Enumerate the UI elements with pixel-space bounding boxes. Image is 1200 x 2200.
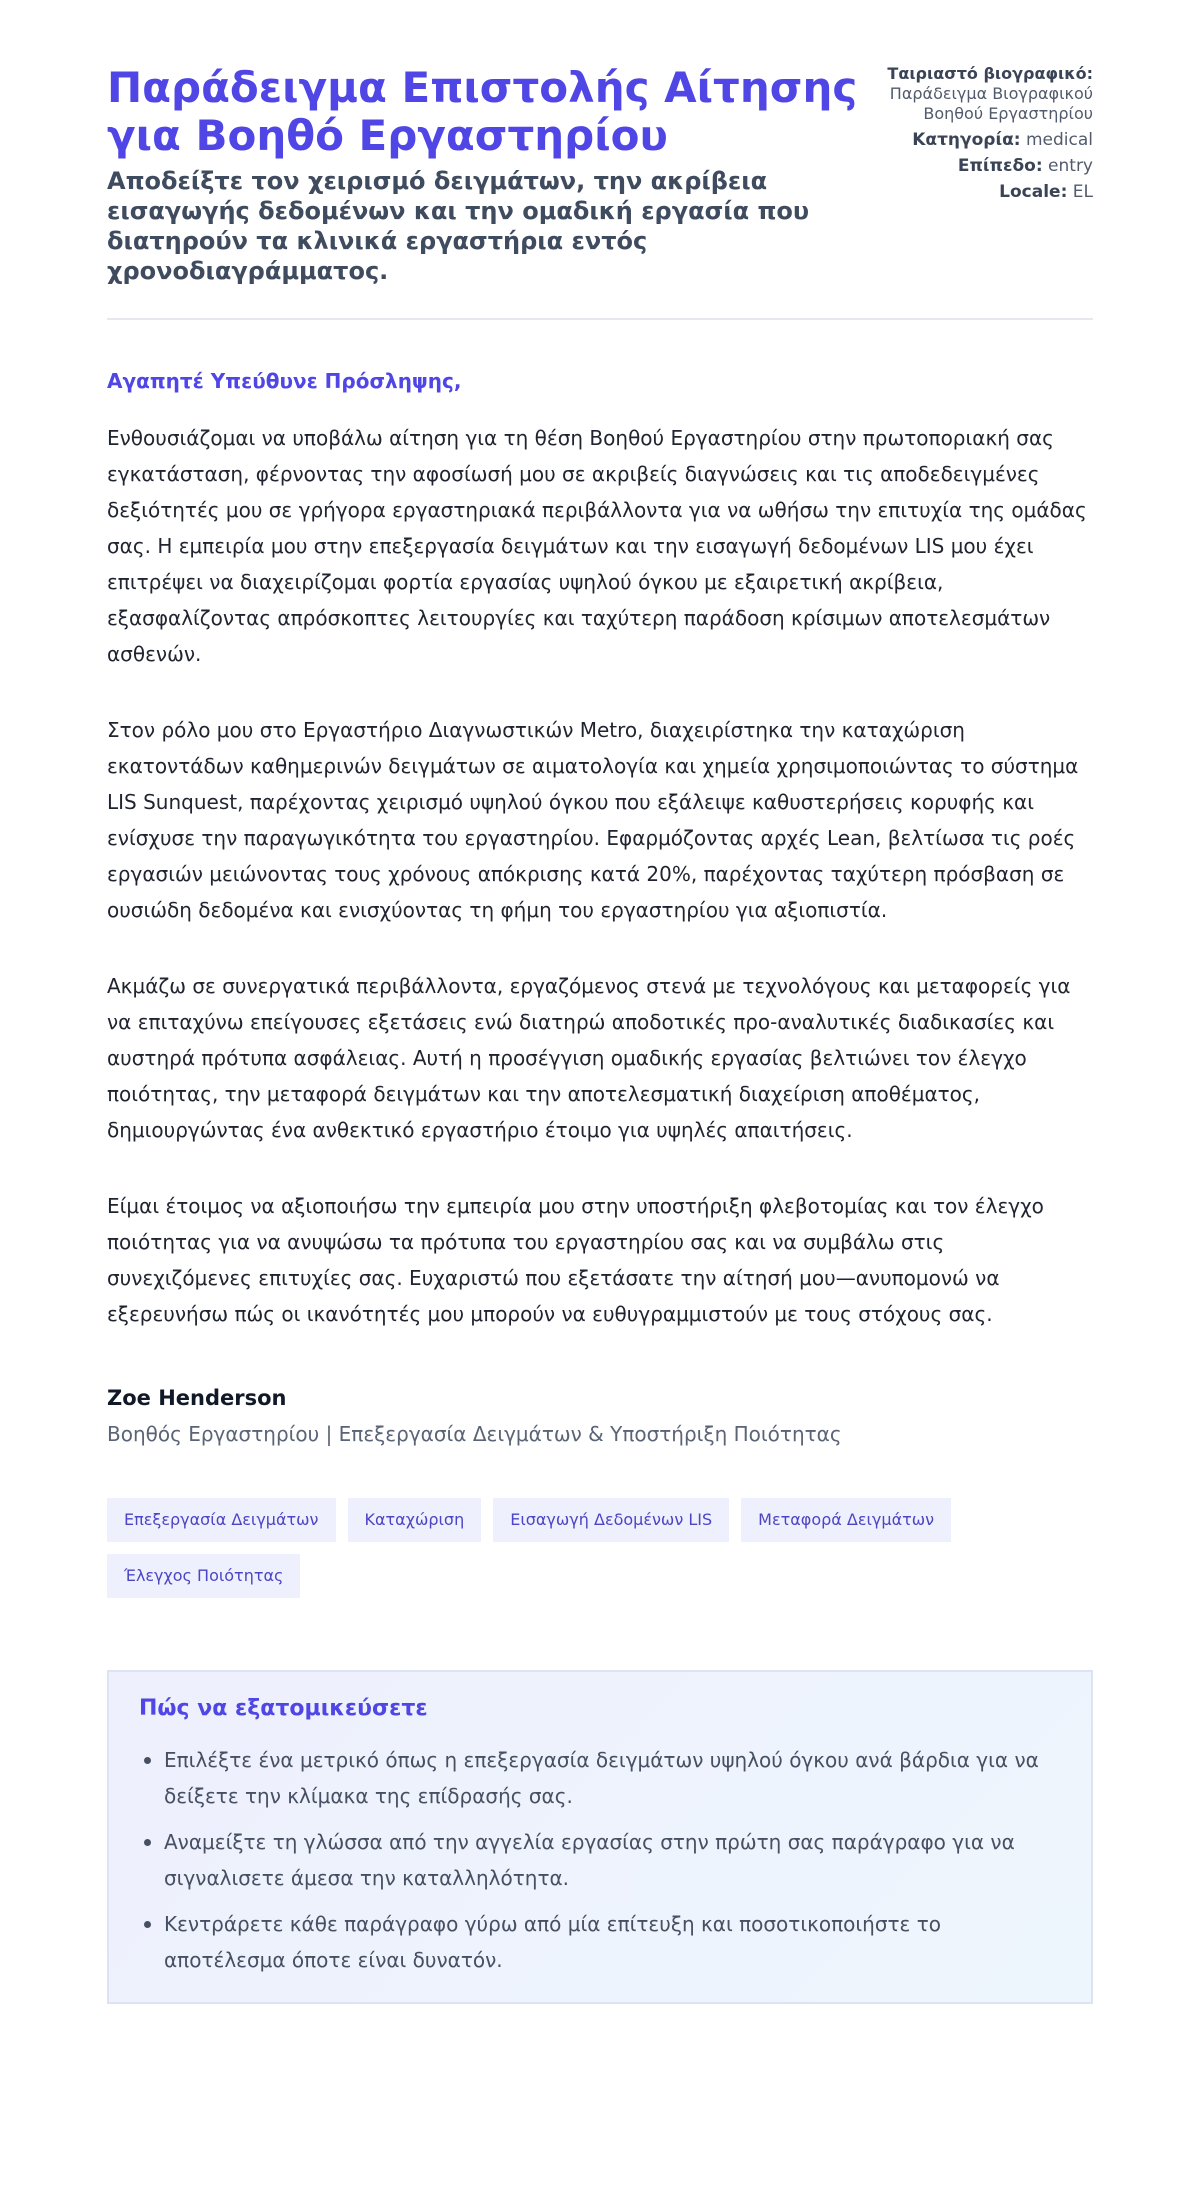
signature-name: Zoe Henderson [107,1386,287,1410]
signature-role: Βοηθός Εργαστηρίου | Επεξεργασία Δειγμάτων & Υποστήριξη Ποιότητας [107,1422,842,1446]
list-item [164,1824,1061,1896]
letter-paragraph-2: Στον ρόλο μου στο Εργαστήριο Διαγνωστικών Metro, διαχειρίστηκα την καταχώριση εκατοντάδων καθημερινών δειγμάτων σε αιματολογία και χημεία χρησιμοποιώντας το σύστημα LIS Sunquest, παρέχοντας χειρισμό υψηλού όγκου που εξάλειψε καθυστερήσεις κορυφής και ενίσχυσε την παραγωγικότητα του εργαστηρίου. Εφαρμόζοντας αρχές Lean, βελτίωσα τις ροές εργασιών μειώνοντας τους χρόνους απόκρισης κατά 20%, παρέχοντας ταχύτερη πρόσβαση σε ουσιώδη δεδομένα και ενισχύοντας τη φήμη του εργαστηρίου για αξιοπιστία. [107,718,1079,922]
meta-level-label: Επίπεδο: [957,156,1043,176]
bullet-icon [144,1921,151,1928]
skill-tags [107,1498,1037,1598]
salutation: Αγαπητέ Υπεύθυνε Πρόσληψης, [107,369,462,393]
tip-text: Αναμείξτε τη γλώσσα από την αγγελία εργασίας στην πρώτη σας παράγραφο για να σιγναλισετε άμεσα την καταλληλότητα. [164,1830,1015,1890]
meta-category-value: medical [1025,130,1093,150]
page-subtitle: Αποδείξτε τον χειρισμό δειγμάτων, την ακρίβεια εισαγωγής δεδομένων και την ομαδική εργασία που διατηρούν τα κλινικά εργαστήρια εντός χρονοδιαγράμματος. [107,167,810,285]
page-header [107,64,1093,320]
skill-tag: Έλεγχος Ποιότητας [107,1554,300,1598]
letter-body [107,368,1093,1332]
bullet-icon [144,1757,151,1764]
tips-title: Πώς να εξατομικεύσετε [139,1696,428,1721]
customization-tips-box [107,1670,1093,2004]
tip-text: Κεντράρετε κάθε παράγραφο γύρω από μία επίτευξη και ποσοτικοποιήστε το αποτέλεσμα όποτε είναι δυνατόν. [164,1912,942,1972]
meta-locale [874,182,1093,203]
meta-matching-resume [874,64,1093,124]
header-text [107,64,874,286]
page-title: Παράδειγμα Επιστολής Αίτησης για Βοηθό Εργαστηρίου [107,63,858,160]
tips-list [139,1742,1061,1978]
tip-text: Επιλέξτε ένα μετρικό όπως η επεξεργασία δειγμάτων υψηλού όγκου ανά βάρδια για να δείξετε την κλίμακα της επίδρασής σας. [164,1748,1039,1808]
meta-resume-label: Ταιριαστό βιογραφικό: [887,64,1093,83]
meta-locale-label: Locale: [999,182,1068,202]
letter-paragraph-4: Είμαι έτοιμος να αξιοποιήσω την εμπειρία μου στην υποστήριξη φλεβοτομίας και τον έλεγχο ποιότητας για να ανυψώσω τα πρότυπα του εργαστηρίου σας και να συμβάλω στις συνεχιζόμενες επιτυχίες σας. Ευχαριστώ που εξετάσατε την αίτησή μου—ανυπομονώ να εξερευνήσω πώς οι ικανότητές μου μπορούν να ευθυγραμμιστούν με τους στόχους σας. [107,1194,1044,1326]
skill-tag: Καταχώριση [348,1498,482,1542]
meta-level-value: entry [1048,156,1093,176]
skill-tag: Εισαγωγή Δεδομένων LIS [493,1498,729,1542]
meta-resume-link[interactable]: Παράδειγμα Βιογραφικού Βοηθού Εργαστηρίου [889,84,1093,123]
meta-level [874,156,1093,177]
bullet-icon [144,1839,151,1846]
list-item [164,1742,1061,1814]
meta-category-label: Κατηγορία: [912,130,1021,150]
list-item [164,1906,1061,1978]
meta-panel [874,64,1093,208]
skill-tag: Μεταφορά Δειγμάτων [741,1498,951,1542]
letter-paragraph-1: Ενθουσιάζομαι να υποβάλω αίτηση για τη θέση Βοηθού Εργαστηρίου στην πρωτοποριακή σας εγκατάσταση, φέρνοντας την αφοσίωσή μου σε ακριβείς διαγνώσεις και τις αποδεδειγμένες δεξιότητές μου σε γρήγορα εργαστηριακά περιβάλλοντα για να ωθήσω την επιτυχία της ομάδας σας. Η εμπειρία μου στην επεξεργασία δειγμάτων και την εισαγωγή δεδομένων LIS μου έχει επιτρέψει να διαχειρίζομαι φορτία εργασίας υψηλού όγκου με εξαιρετική ακρίβεια, εξασφαλίζοντας απρόσκοπτες λειτουργίες και ταχύτερη παράδοση κρίσιμων αποτελεσμάτων ασθενών. [107,426,1087,666]
meta-category [874,130,1093,151]
skill-tag: Επεξεργασία Δειγμάτων [107,1498,336,1542]
letter-paragraph-3: Ακμάζω σε συνεργατικά περιβάλλοντα, εργαζόμενος στενά με τεχνολόγους και μεταφορείς για να επιταχύνω επείγουσες εξετάσεις ενώ διατηρώ αποδοτικές προ-αναλυτικές διαδικασίες και αυστηρά πρότυπα ασφάλειας. Αυτή η προσέγγιση ομαδικής εργασίας βελτιώνει τον έλεγχο ποιότητας, την μεταφορά δειγμάτων και την αποτελεσματική διαχείριση αποθέματος, δημιουργώντας ένα ανθεκτικό εργαστήριο έτοιμο για υψηλές απαιτήσεις. [107,974,1071,1142]
signature-block [107,1384,1093,1448]
meta-locale-value: EL [1072,182,1093,202]
